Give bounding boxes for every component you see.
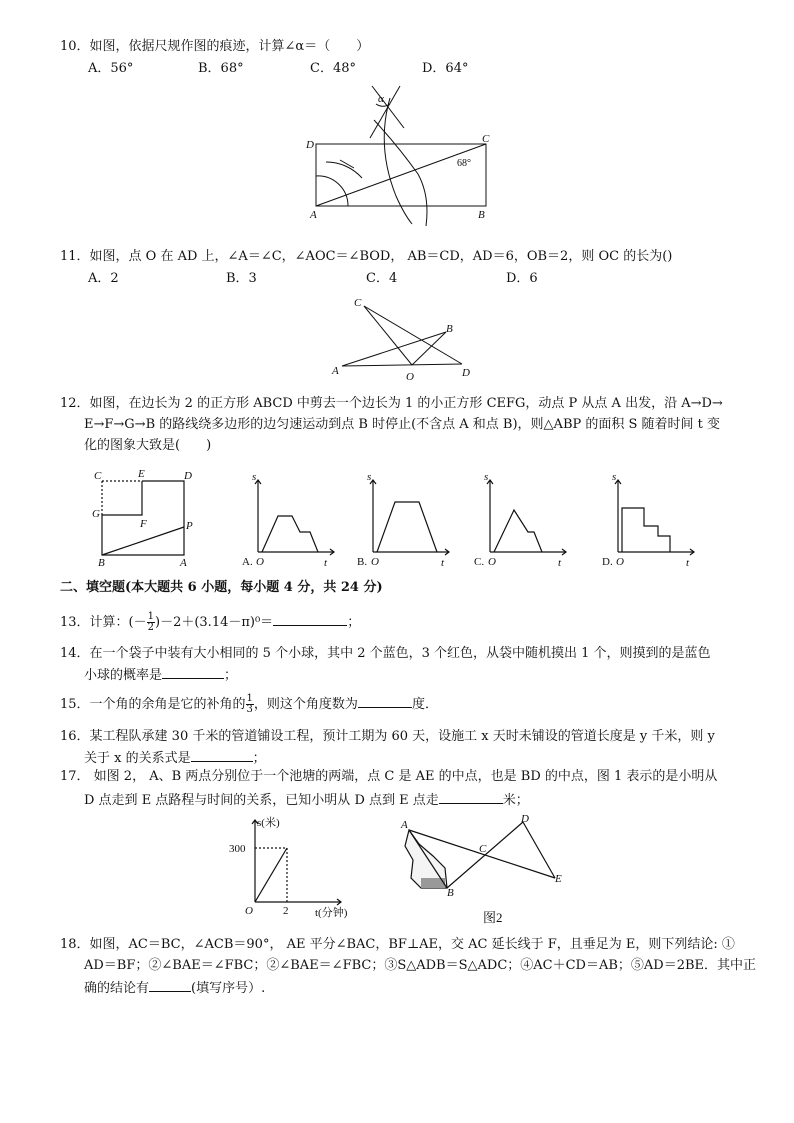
q12-graph-d-origin: O <box>616 556 624 568</box>
q10-label-c: C <box>482 133 490 145</box>
q11-figure <box>330 294 480 382</box>
q16-line-2-text: 关于 x 的关系式是 <box>84 751 191 766</box>
q14-line-2-text: 小球的概率是 <box>84 668 163 683</box>
q13-prefix: 13．计算：(－ <box>60 615 147 630</box>
q10-option-a: A．56° <box>88 61 134 76</box>
q13-den: 2 <box>147 622 154 633</box>
q17-fig2-label-e: E <box>555 873 562 885</box>
q12-label-g: G <box>92 508 100 520</box>
q12-graph-c-t: t <box>558 557 562 569</box>
q12-label-e: E <box>138 468 145 480</box>
q13-line <box>60 610 360 636</box>
q11-label-o: O <box>406 371 414 383</box>
q10-figure <box>300 86 500 226</box>
q17-graph-1 <box>225 814 355 924</box>
q17-fig2-label-c: C <box>479 843 487 855</box>
q15-mid: ，则这个角度数为 <box>253 697 358 712</box>
q17-end: 米； <box>502 793 529 808</box>
q15-prefix: 15．一个角的余角是它的补角的 <box>60 697 246 712</box>
q17-fig2-caption: 图2 <box>483 910 503 925</box>
q15-den: 3 <box>246 704 253 715</box>
q12-graph-d-t: t <box>686 557 690 569</box>
q10-option-b: B．68° <box>198 61 244 76</box>
q12-graph-a-label: A. <box>242 556 253 568</box>
q18-end: (填写序号）. <box>191 981 266 996</box>
q13-suffix: )－2＋(3.14－π)⁰＝ <box>155 615 274 630</box>
q16-line-2 <box>84 748 266 768</box>
q14-answer-blank[interactable] <box>162 665 224 679</box>
q12-graph-a <box>240 470 340 568</box>
q12-label-f: F <box>140 518 147 530</box>
q18-answer-blank[interactable] <box>149 978 191 992</box>
q11-label-b: B <box>446 323 453 335</box>
q17-graph-xtick: 2 <box>283 905 289 917</box>
q12-label-b: B <box>98 557 105 569</box>
q14-line-2 <box>84 665 237 685</box>
q13-end: ； <box>347 615 361 630</box>
q11-stem: 11．如图，点 O 在 AD 上，∠A＝∠C，∠AOC＝∠BOD， AB＝CD，AD＝6，OB＝2，则 OC 的长为() <box>60 249 673 264</box>
q17-graph-xlabel: t(分钟) <box>315 907 348 919</box>
q12-square-figure <box>90 465 200 567</box>
q12-line-2: E→F→G→B 的路线绕多边形的边匀速运动到点 B 时停止(不含点 A 和点 B)，则△ABP 的面积 S 随着时间 t 变 <box>84 417 721 432</box>
q17-graph-ytick: 300 <box>229 843 246 855</box>
q12-graph-b-s: s <box>367 471 372 483</box>
section-2-heading: 二、填空题(本大题共 6 小题，每小题 4 分，共 24 分) <box>60 580 383 595</box>
q10-option-d: D．64° <box>422 61 469 76</box>
q15-end: 度． <box>411 697 438 712</box>
q10-option-c: C．48° <box>310 61 356 76</box>
q12-graph-a-s: s <box>252 471 257 483</box>
q13-answer-blank[interactable] <box>273 612 347 626</box>
q17-fig2-label-b: B <box>447 887 454 899</box>
q12-label-c: C <box>94 470 102 482</box>
q17-fig2-label-d: D <box>521 813 529 825</box>
q18-line-2: AD＝BF；②∠BAE＝∠FBC；②∠BAE＝∠FBC；③S△ADB＝S△ADC；④AC＋CD＝AB；⑤AD＝2BE．其中正 <box>84 958 757 973</box>
q18-line-3 <box>84 978 265 998</box>
q12-graph-b-label: B. <box>357 556 368 568</box>
q11-label-d: D <box>462 367 470 379</box>
q16-end: ； <box>252 751 266 766</box>
q12-graph-d <box>600 470 700 568</box>
q14-line-1: 14．在一个袋子中装有大小相同的 5 个小球，其中 2 个蓝色，3 个红色，从袋中随机摸出 1 个，则摸到的是蓝色 <box>60 646 711 661</box>
q17-line-1: 17． 如图 2， A、B 两点分别位于一个池塘的两端，点 C 是 AE 的中点，也是 BD 的中点，图 1 表示的是小明从 <box>60 769 718 784</box>
q12-graph-b-origin: O <box>371 556 379 568</box>
q12-graph-c-label: C. <box>474 556 485 568</box>
q11-option-b: B．3 <box>226 271 257 286</box>
q17-line-2 <box>84 790 529 810</box>
q17-figure-2 <box>395 812 585 928</box>
q12-graph-c-s: s <box>484 471 489 483</box>
q11-option-c: C．4 <box>366 271 398 286</box>
q17-fig2-label-a: A <box>401 819 408 831</box>
q15-num: 1 <box>246 693 253 704</box>
q12-graph-d-label: D. <box>602 556 613 568</box>
q12-graph-a-origin: O <box>256 556 264 568</box>
q11-label-a: A <box>332 365 339 377</box>
q15-fraction <box>246 694 254 715</box>
q18-line-3-text: 确的结论有 <box>84 981 150 996</box>
q18-line-1: 18．如图，AC＝BC，∠ACB＝90°， AE 平分∠BAC，BF⊥AE，交 AC 延长线于 F，且垂足为 E，则下列结论: ① <box>60 937 735 952</box>
q10-label-a: A <box>310 209 317 221</box>
q10-label-alpha: α <box>378 93 384 105</box>
q16-line-1: 16．某工程队承建 30 千米的管道铺设工程，预计工期为 60 天，设施工 x 天时未铺设的管道长度是 y 千米，则 y <box>60 729 715 744</box>
q11-label-c: C <box>354 297 362 309</box>
q12-graph-b-t: t <box>441 557 445 569</box>
q17-graph-origin: O <box>245 905 253 917</box>
q16-answer-blank[interactable] <box>191 748 253 762</box>
q12-label-d: D <box>184 470 192 482</box>
q12-graph-a-t: t <box>324 557 328 569</box>
q12-graph-c <box>472 470 572 568</box>
q12-graph-c-origin: O <box>488 556 496 568</box>
q12-graph-d-s: s <box>612 471 617 483</box>
q15-answer-blank[interactable] <box>358 694 412 708</box>
q10-label-angle: 68° <box>457 158 471 169</box>
q15-line <box>60 692 438 718</box>
q17-line-2-text: D 点走到 E 点路程与时间的关系，已知小明从 D 点到 E 点走 <box>84 793 439 808</box>
q12-graph-b <box>355 470 455 568</box>
q12-label-p: P <box>186 520 193 532</box>
q13-fraction <box>147 612 155 633</box>
q10-label-b: B <box>478 209 485 221</box>
q11-option-a: A．2 <box>88 271 119 286</box>
q14-end: ； <box>224 668 238 683</box>
q12-line-3: 化的图象大致是( ) <box>84 438 212 453</box>
q12-label-a: A <box>180 557 187 569</box>
q12-line-1: 12．如图，在边长为 2 的正方形 ABCD 中剪去一个边长为 1 的小正方形 CEFG，动点 P 从点 A 出发，沿 A→D→ <box>60 396 723 411</box>
q10-stem: 10．如图，依据尺规作图的痕迹，计算∠α＝（ ） <box>60 39 370 54</box>
q17-answer-blank[interactable] <box>439 790 503 804</box>
q10-label-d: D <box>306 139 314 151</box>
q11-option-d: D．6 <box>506 271 538 286</box>
q17-graph-ylabel: s(米) <box>257 817 280 829</box>
q13-num: 1 <box>147 611 154 622</box>
